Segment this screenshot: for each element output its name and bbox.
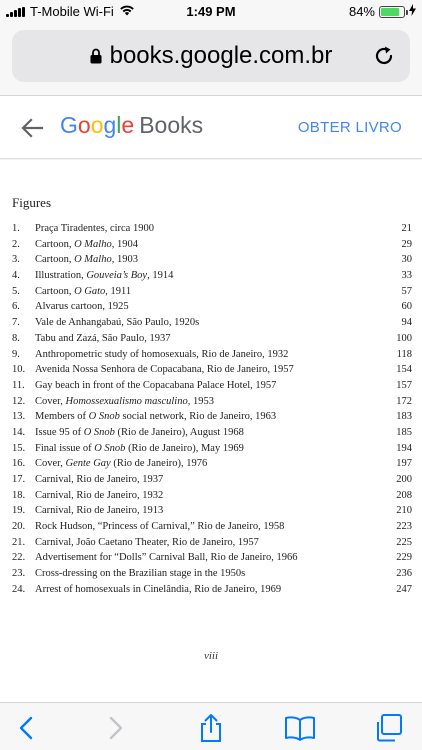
caption-part: Members of (35, 411, 89, 423)
figure-caption (35, 237, 138, 253)
figure-caption (35, 409, 276, 425)
figure-number: 19. (12, 505, 26, 517)
safari-toolbar (0, 702, 422, 750)
figure-row (12, 550, 412, 566)
page-number: viii (203, 650, 219, 662)
figure-row (12, 237, 412, 253)
logo-letter: l (116, 112, 122, 138)
browser-address-area (0, 24, 422, 96)
back-icon[interactable] (12, 713, 42, 743)
figure-page: 225 (396, 536, 412, 548)
bookmarks-icon[interactable] (284, 713, 314, 743)
figures-list (12, 221, 412, 598)
figure-row (12, 252, 412, 268)
caption-part: , 1914 (147, 270, 174, 282)
caption-part: Anthropometric study of homosexuals, Rio de Janeiro, 1932 (35, 348, 289, 360)
caption-part: Avenida Nossa Senhora de Copacabana, Rio de Janeiro, 1957 (35, 364, 294, 376)
figure-row (12, 488, 412, 504)
caption-part: Praça Tiradentes, circa 1900 (35, 223, 154, 234)
caption-part: Gay beach in front of the Copacabana Palace Hotel, 1957 (35, 379, 277, 391)
caption-italic-part: O Snob (88, 411, 120, 423)
figure-page: 247 (396, 583, 412, 595)
figure-caption (35, 378, 276, 394)
figure-number: 15. (12, 442, 26, 454)
figure-number: 18. (12, 489, 26, 501)
figure-page: 200 (396, 474, 412, 485)
caption-part: Vale de Anhangabaú, São Paulo, 1920s (35, 317, 200, 329)
figure-page: 21 (401, 223, 412, 234)
figure-caption (35, 347, 288, 363)
caption-italic-part: Homossexualismo masculino (65, 395, 188, 407)
figure-caption (35, 284, 131, 300)
figure-page: 185 (396, 426, 412, 438)
figure-page: 33 (401, 270, 412, 282)
url-text: books.google.com.br (109, 42, 333, 69)
figure-number: 1. (12, 223, 20, 234)
figure-number: 11. (12, 379, 25, 391)
figure-page: 210 (396, 505, 412, 517)
caption-part: Issue 95 of (35, 426, 84, 438)
figure-page: 157 (396, 379, 412, 391)
caption-part: , 1953 (187, 395, 214, 407)
figure-caption (35, 441, 244, 457)
caption-part: Carnival, Rio de Janeiro, 1913 (35, 505, 164, 517)
battery-percent: 84% (348, 4, 375, 19)
back-arrow-icon[interactable] (20, 116, 46, 140)
figure-page: 60 (401, 301, 412, 313)
figure-row (12, 441, 412, 457)
caption-part: Rock Hudson, “Princess of Carnival,” Rio de Janeiro, 1958 (35, 521, 285, 533)
figure-number: 3. (12, 254, 20, 266)
caption-part: (Rio de Janeiro), August 1968 (114, 426, 244, 438)
caption-part: , 1904 (111, 238, 138, 250)
caption-part: Cartoon, (35, 238, 75, 250)
figure-row (12, 362, 412, 378)
caption-part: Illustration, (35, 270, 87, 282)
figure-page: 236 (396, 568, 412, 580)
figure-number: 10. (12, 364, 26, 376)
caption-part: , 1911 (105, 285, 132, 297)
figure-number: 20. (12, 521, 26, 533)
figure-caption (35, 221, 154, 237)
caption-part: , 1903 (111, 254, 138, 266)
figure-row (12, 394, 412, 410)
figure-caption (35, 472, 163, 488)
logo-books-word: Books (139, 112, 204, 138)
caption-part: Carnival, Rio de Janeiro, 1932 (35, 489, 164, 501)
figure-page: 223 (396, 521, 412, 533)
figure-page: 94 (401, 317, 412, 329)
figure-number: 22. (12, 552, 26, 564)
figure-page: 194 (396, 442, 412, 454)
figure-page: 118 (396, 348, 412, 360)
figure-number: 5. (12, 285, 20, 297)
figure-number: 4. (12, 270, 20, 282)
figure-page: 183 (396, 411, 412, 423)
figure-number: 14. (12, 426, 26, 438)
logo-letter: G (60, 112, 78, 138)
figure-row (12, 472, 412, 488)
caption-italic-part: O Malho (74, 238, 112, 250)
figure-caption (35, 252, 138, 268)
figure-number: 21. (12, 536, 26, 548)
figure-row (12, 221, 412, 237)
figure-number: 16. (12, 458, 26, 470)
logo-letter: e (121, 112, 135, 138)
figure-caption (35, 315, 199, 331)
figure-number: 13. (12, 411, 26, 423)
figure-page: 29 (401, 238, 412, 250)
figure-row (12, 582, 412, 598)
caption-part: social network, Rio de Janeiro, 1963 (119, 411, 277, 423)
status-right (349, 4, 416, 19)
figure-row (12, 331, 412, 347)
figure-row (12, 268, 412, 284)
caption-part: Cartoon, (35, 285, 75, 297)
figure-page: 229 (396, 552, 412, 564)
figure-caption (35, 503, 163, 519)
figure-row (12, 566, 412, 582)
figure-number: 7. (12, 317, 20, 329)
figure-row (12, 315, 412, 331)
caption-part: Carnival, Rio de Janeiro, 1937 (35, 474, 164, 485)
figure-caption (35, 535, 259, 551)
status-bar (0, 0, 422, 24)
figure-row (12, 456, 412, 472)
caption-part: Arrest of homosexuals in Cinelândia, Rio de Janeiro, 1969 (35, 583, 282, 595)
figure-row (12, 378, 412, 394)
caption-part: Carnival, João Caetano Theater, Rio de Janeiro, 1957 (35, 536, 259, 548)
figure-page: 57 (401, 285, 412, 297)
forward-icon[interactable] (100, 713, 130, 743)
google-books-logo[interactable] (60, 112, 203, 139)
caption-part: Alvarus cartoon, 1925 (35, 301, 129, 313)
caption-part: (Rio de Janeiro), 1976 (110, 458, 208, 470)
figure-caption (35, 362, 294, 378)
figure-number: 6. (12, 301, 20, 313)
figure-row (12, 535, 412, 551)
figure-number: 17. (12, 474, 26, 485)
figure-row (12, 409, 412, 425)
caption-italic-part: O Snob (83, 426, 115, 438)
logo-letter: o (77, 112, 91, 138)
tabs-icon[interactable] (374, 713, 404, 743)
caption-part: Cross-dressing on the Brazilian stage in the 1950s (35, 568, 246, 580)
caption-italic-part: Gente Gay (65, 458, 111, 470)
caption-part: Advertisement for “Dolls” Carnival Ball, Rio de Janeiro, 1966 (35, 552, 298, 564)
figure-caption (35, 425, 244, 441)
charging-icon (409, 4, 416, 19)
caption-italic-part: O Malho (74, 254, 112, 266)
figure-caption (35, 456, 207, 472)
figure-row (12, 347, 412, 363)
share-icon[interactable] (196, 713, 226, 743)
figure-page: 100 (396, 332, 412, 344)
figure-caption (35, 519, 284, 535)
figure-row (12, 299, 412, 315)
logo-letter: g (103, 112, 117, 138)
section-title: Figures (12, 195, 51, 210)
figure-number: 8. (12, 332, 20, 344)
figure-caption (35, 331, 170, 347)
figure-row (12, 519, 412, 535)
figure-number: 12. (12, 395, 26, 407)
logo-letter: o (90, 112, 104, 138)
figure-number: 9. (12, 348, 20, 360)
figure-number: 2. (12, 238, 20, 250)
lock-icon (90, 48, 102, 64)
battery-icon (379, 6, 405, 18)
caption-italic-part: O Snob (94, 442, 126, 454)
reload-icon[interactable] (372, 44, 396, 68)
get-book-button[interactable]: OBTER LIVRO (297, 119, 402, 136)
google-books-header (0, 97, 422, 159)
figure-page: 172 (396, 395, 412, 407)
figure-caption (35, 582, 281, 598)
figure-caption (35, 488, 163, 504)
figure-caption (35, 566, 245, 582)
figure-page: 197 (396, 458, 412, 470)
figure-row (12, 425, 412, 441)
figure-caption (35, 299, 129, 315)
caption-part: (Rio de Janeiro), May 1969 (125, 442, 244, 454)
address-bar[interactable] (12, 30, 410, 82)
figure-number: 23. (12, 568, 26, 580)
caption-italic-part: Gouveia’s Boy (86, 270, 148, 282)
book-page (0, 160, 422, 702)
figure-page: 208 (396, 489, 412, 501)
caption-part: Cartoon, (35, 254, 75, 266)
figure-caption (35, 394, 214, 410)
figure-number: 24. (12, 583, 26, 595)
figure-row (12, 284, 412, 300)
caption-part: Final issue of (35, 442, 95, 454)
figure-page: 30 (401, 254, 412, 266)
carrier-label: T-Mobile Wi-Fi (30, 4, 114, 19)
figure-page: 154 (396, 364, 412, 376)
caption-italic-part: O Gato (74, 285, 106, 297)
caption-part: Tabu and Zazá, São Paulo, 1937 (35, 332, 171, 344)
clock: 1:49 PM (186, 4, 236, 19)
figure-caption (35, 550, 297, 566)
caption-part: Cover, (35, 458, 66, 470)
figure-row (12, 503, 412, 519)
figure-caption (35, 268, 173, 284)
caption-part: Cover, (35, 395, 66, 407)
